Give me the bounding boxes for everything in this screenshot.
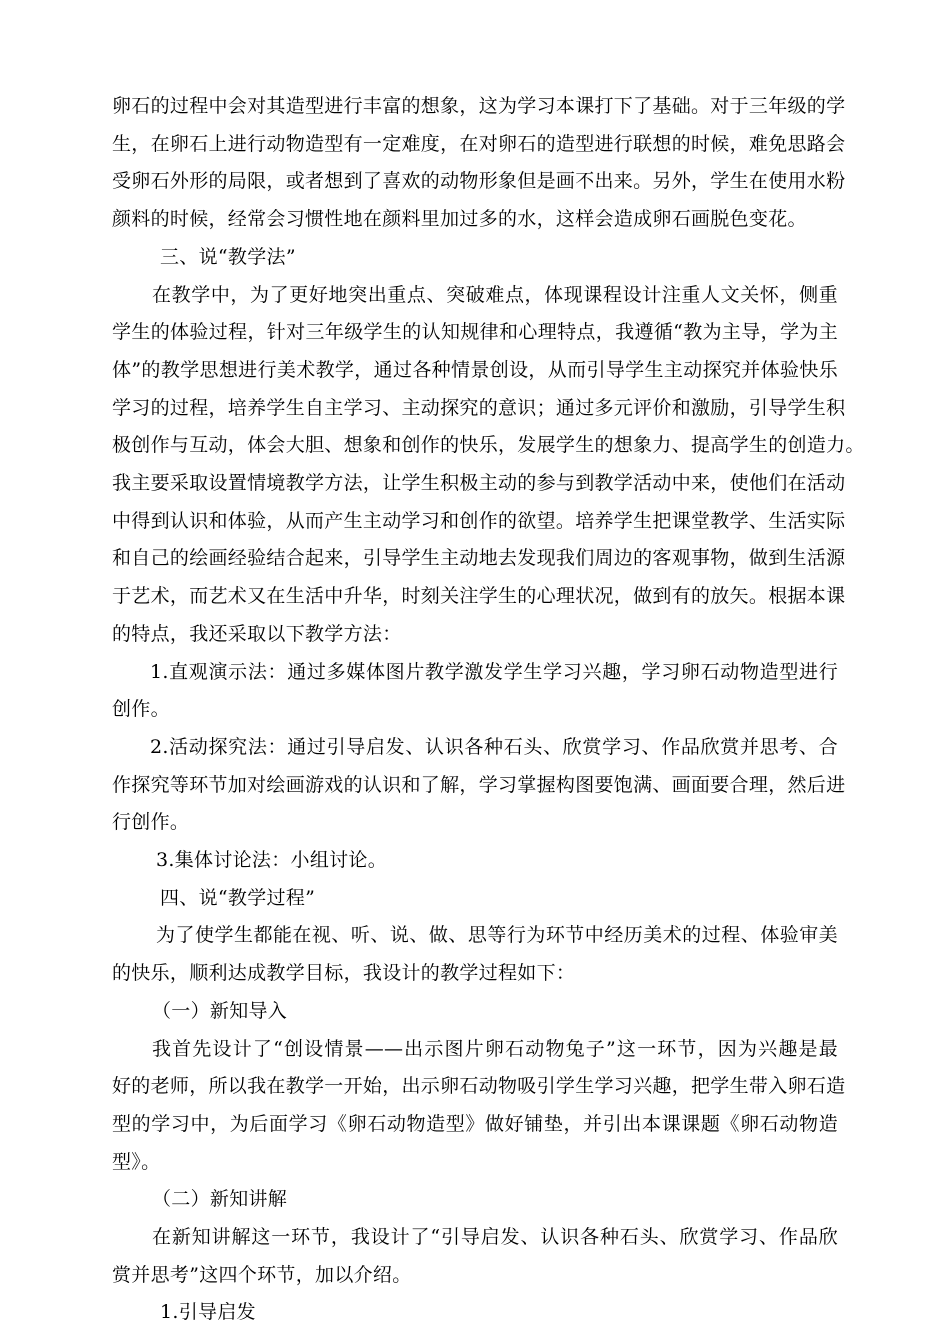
text-line: 四、说“教学过程” xyxy=(160,886,316,909)
text-line: 好的老师，所以我在教学一开始，出示卵石动物吸引学生学习兴趣，把学生带入卵石造 xyxy=(112,1075,846,1098)
text-line: 生，在卵石上进行动物造型有一定难度，在对卵石的造型进行联想的时候，难免思路会 xyxy=(112,132,846,155)
text-line: 我主要采取设置情境教学方法，让学生积极主动的参与到教学活动中来，使他们在活动 xyxy=(112,472,846,494)
text-line: 2.活动探究法：通过引导启发、认识各种石头、欣赏学习、作品欣赏并思考、合 xyxy=(150,735,838,758)
text-line: 我首先设计了“创设情景——出示图片卵石动物兔子”这一环节，因为兴趣是最 xyxy=(152,1037,838,1060)
text-line: 1.引导启发 xyxy=(160,1301,256,1324)
text-line: 型》。 xyxy=(112,1150,161,1173)
text-line: 极创作与互动，体会大胆、想象和创作的快乐，发展学生的想象力、提高学生的创造力。 xyxy=(112,434,865,457)
text-line: 型的学习中，为后面学习《卵石动物造型》做好铺垫，并引出本课课题《卵石动物造 xyxy=(112,1112,838,1135)
text-line: 于艺术，而艺术又在生活中升华，时刻关注学生的心理状况，做到有的放矢。根据本课 xyxy=(112,585,846,608)
text-line: 的快乐，顺利达成教学目标，我设计的教学过程如下： xyxy=(112,962,576,985)
text-line: 颜料的时候，经常会习惯性地在颜料里加过多的水，这样会造成卵石画脱色变花。 xyxy=(112,208,807,231)
text-line: 1.直观演示法：通过多媒体图片教学激发学生学习兴趣，学习卵石动物造型进行 xyxy=(150,660,838,683)
text-line: 受卵石外形的局限，或者想到了喜欢的动物形象但是画不出来。另外，学生在使用水粉 xyxy=(112,170,846,193)
text-line: 体”的教学思想进行美术教学，通过各种情景创设，从而引导学生主动探究并体验快乐 xyxy=(112,358,838,381)
text-line: 学习的过程，培养学生自主学习、主动探究的意识；通过多元评价和激励，引导学生积 xyxy=(112,396,846,419)
text-line: 在教学中，为了更好地突出重点、突破难点，体现课程设计注重人文关怀，侧重 xyxy=(152,283,838,306)
text-line: 行创作。 xyxy=(112,811,190,834)
text-line: 3.集体讨论法：小组讨论。 xyxy=(156,849,388,871)
text-line: 中得到认识和体验，从而产生主动学习和创作的欲望。培养学生把课堂教学、生活实际 xyxy=(112,509,846,532)
text-line: 的特点，我还采取以下教学方法： xyxy=(112,622,402,645)
text-line: 为了使学生都能在视、听、说、做、思等行为环节中经历美术的过程、体验审美 xyxy=(156,924,838,947)
text-line: 学生的体验过程，针对三年级学生的认知规律和心理特点，我遵循“教为主导，学为主 xyxy=(112,321,838,344)
text-line: 创作。 xyxy=(112,698,170,721)
text-line: （二）新知讲解 xyxy=(152,1188,288,1211)
text-line: 三、说“教学法” xyxy=(160,245,296,268)
text-line: 卵石的过程中会对其造型进行丰富的想象，这为学习本课打下了基础。对于三年级的学 xyxy=(112,95,846,117)
text-line: （一）新知导入 xyxy=(152,999,288,1022)
text-line: 在新知讲解这一环节，我设计了“引导启发、认识各种石头、欣赏学习、作品欣 xyxy=(152,1226,838,1248)
text-line: 作探究等环节加对绘画游戏的认识和了解，学习掌握构图要饱满、画面要合理，然后进 xyxy=(112,773,846,796)
text-line: 赏并思考”这四个环节，加以介绍。 xyxy=(112,1263,412,1286)
text-line: 和自己的绘画经验结合起来，引导学生主动地去发现我们周边的客观事物，做到生活源 xyxy=(112,547,846,570)
